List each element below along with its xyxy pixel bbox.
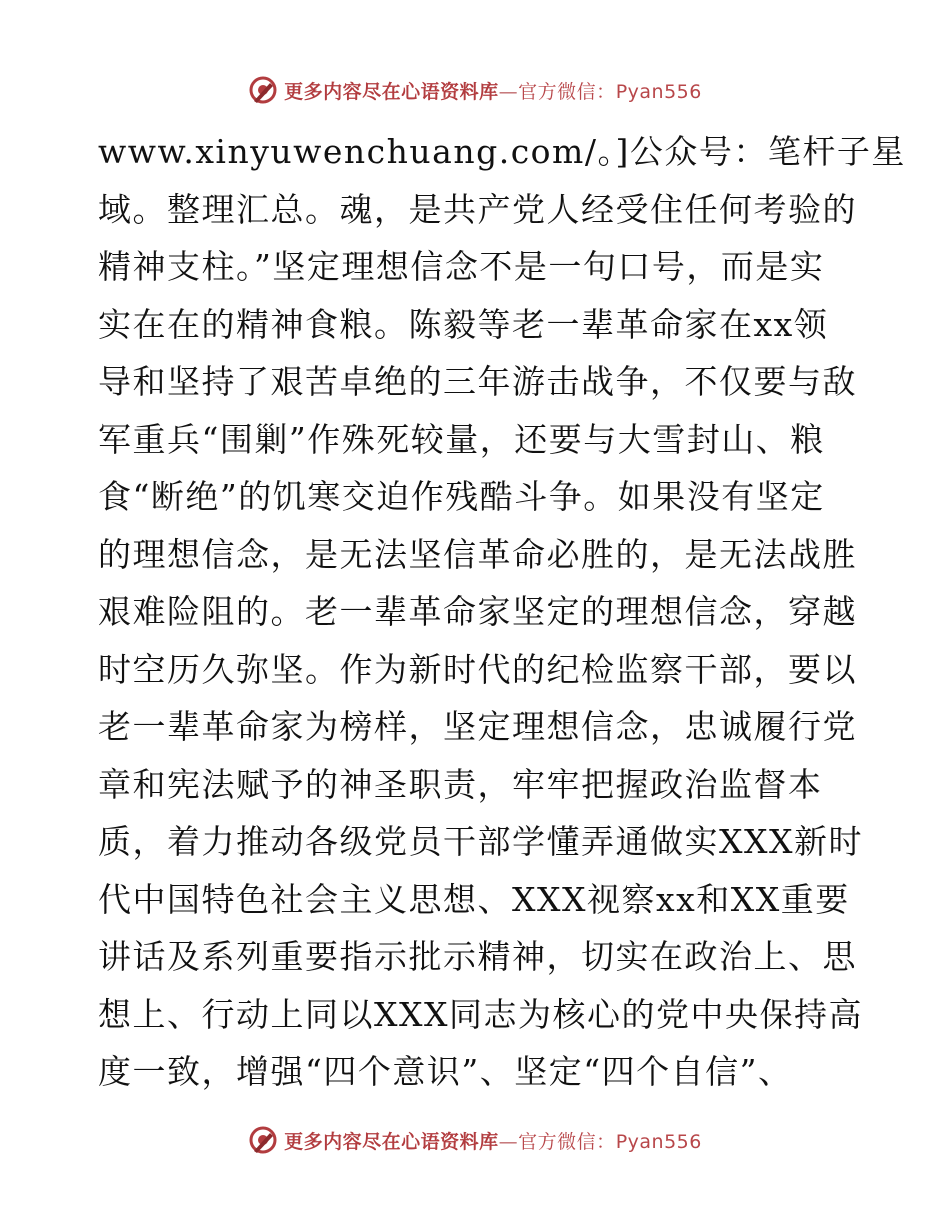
footer-official-label: 官方微信：	[518, 1130, 616, 1153]
body-line: 时空历久弥坚。作为新时代的纪检监察干部，要以	[98, 649, 857, 689]
body-line: 艰难险阻的。老一辈革命家坚定的理想信念，穿越	[98, 592, 857, 631]
pen-logo-icon	[248, 1125, 278, 1155]
header-main-text: 更多内容尽在心语资料库	[284, 80, 499, 103]
header-dash: —	[498, 80, 519, 103]
header-banner	[0, 70, 950, 110]
footer-wechat-id: Pyan556	[615, 1130, 702, 1153]
body-line: 代中国特色社会主义思想、XXX视察xx和XX重要	[98, 879, 850, 919]
body-line: 精神支柱。”坚定理想信念不是一句口号，而是实	[98, 247, 825, 286]
footer-text	[284, 1127, 702, 1154]
body-line: 讲话及系列重要指示批示精神，切实在政治上、思	[98, 937, 857, 976]
header-text	[284, 77, 702, 104]
body-line: 想上、行动上同以XXX同志为核心的党中央保持高	[98, 994, 863, 1034]
body-line: www.xinyuwenchuang.com/。]公众号：笔杆子星	[98, 132, 906, 171]
body-line: 食“断绝”的饥寒交迫作残酷斗争。如果没有坚定	[98, 477, 825, 516]
header-official-label: 官方微信：	[518, 80, 616, 103]
body-line: 老一辈革命家为榜样，坚定理想信念，忠诚履行党	[98, 707, 857, 746]
body-line: 的理想信念，是无法坚信革命必胜的，是无法战胜	[98, 534, 857, 574]
body-line: 军重兵“围剿”作殊死较量，还要与大雪封山、粮	[98, 419, 825, 459]
body-line: 导和坚持了艰苦卓绝的三年游击战争，不仅要与敌	[98, 362, 857, 401]
body-line: 度一致，增强“四个意识”、坚定“四个自信”、	[98, 1052, 793, 1091]
pen-logo-icon	[248, 75, 278, 105]
header-wechat-id: Pyan556	[615, 80, 702, 103]
body-line: 实在在的精神食粮。陈毅等老一辈革命家在xx领	[98, 304, 829, 344]
body-line: 章和宪法赋予的神圣职责，牢牢把握政治监督本	[98, 764, 823, 804]
body-line: 域。整理汇总。魂，是共产党人经受住任何考验的	[98, 189, 857, 229]
footer-banner	[0, 1120, 950, 1160]
footer-main-text: 更多内容尽在心语资料库	[284, 1130, 499, 1153]
footer-dash: —	[498, 1130, 519, 1153]
document-body	[98, 123, 906, 1101]
body-line: 质，着力推动各级党员干部学懂弄通做实XXX新时	[98, 822, 863, 861]
